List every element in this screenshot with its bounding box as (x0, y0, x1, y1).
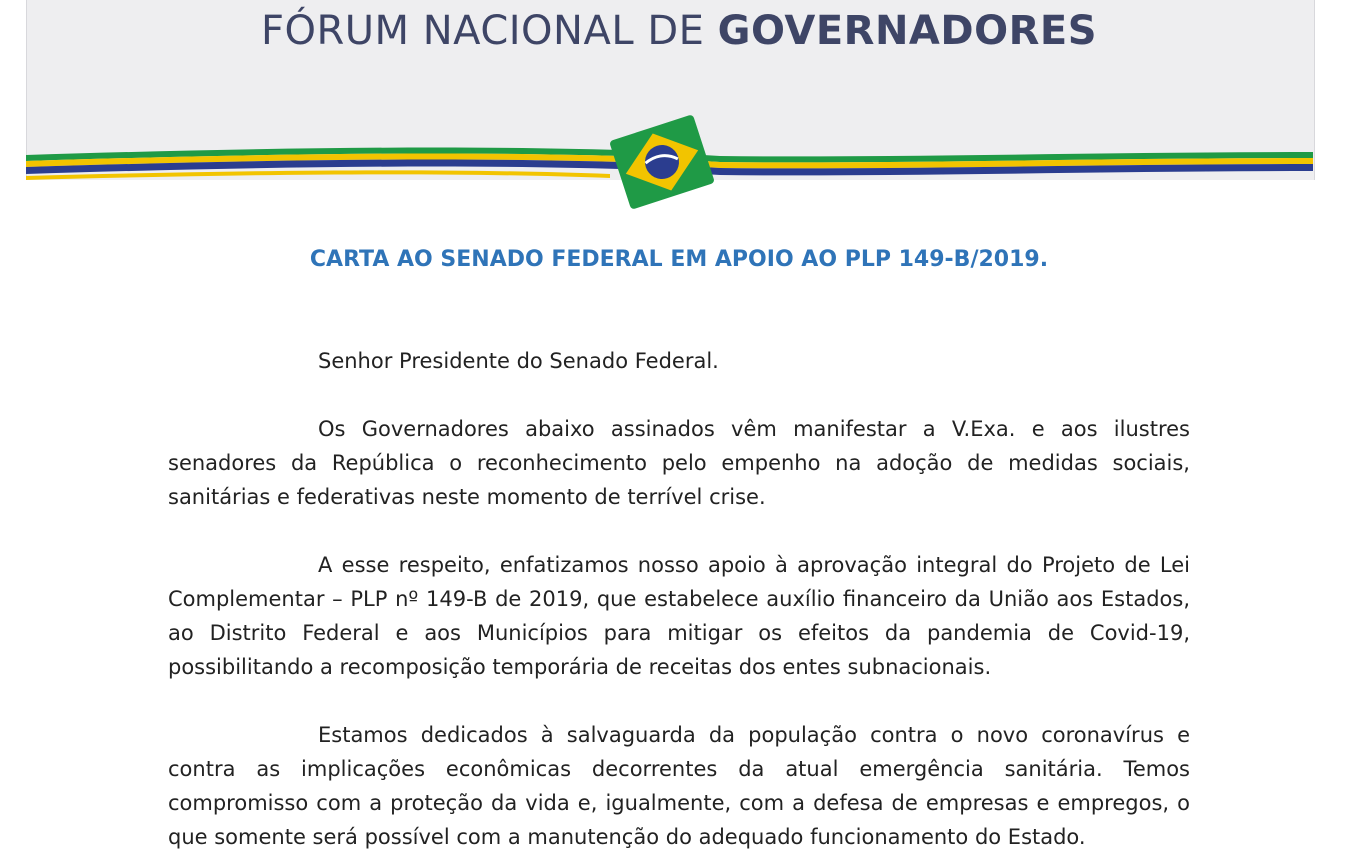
letterhead-title (0, 8, 1358, 54)
paragraph-1: Os Governadores abaixo assinados vêm manifestar a V.Exa. e aos ilustres senadores da República o reconhecimento pelo empenho na adoção de medidas sociais, sanitárias e federativas neste momento de terrível crise. (168, 417, 1190, 509)
ribbon-underline (26, 170, 610, 180)
salutation: Senhor Presidente do Senado Federal. (318, 349, 719, 373)
letter-body (168, 344, 1190, 849)
letterhead-title-light: FÓRUM NACIONAL DE (260, 8, 718, 54)
paragraph-2: A esse respeito, enfatizamos nosso apoio à aprovação integral do Projeto de Lei Complementar – PLP nº 149-B de 2019, que estabelece auxílio financeiro da União aos Estados, ao Distrito Federal e aos Municípios para mitigar os efeitos da pandemia de Covid-19, possibilitando a recomposição temporária de receitas dos entes subnacionais. (168, 553, 1190, 679)
brazil-flag-icon (609, 114, 715, 210)
flag-ribbon (0, 100, 1358, 225)
document-title: CARTA AO SENADO FEDERAL EM APOIO AO PLP 149-B/2019. (309, 247, 1049, 272)
paragraph-3: Estamos dedicados à salvaguarda da população contra o novo coronavírus e contra as implicações econômicas decorrentes da atual emergência sanitária. Temos compromisso com a proteção da vida e, igualmente, com a defesa de empresas e empregos, o que somente será possível com a manutenção do adequado funcionamento do Estado. (168, 723, 1190, 849)
letterhead-title-bold: GOVERNADORES (717, 8, 1098, 54)
